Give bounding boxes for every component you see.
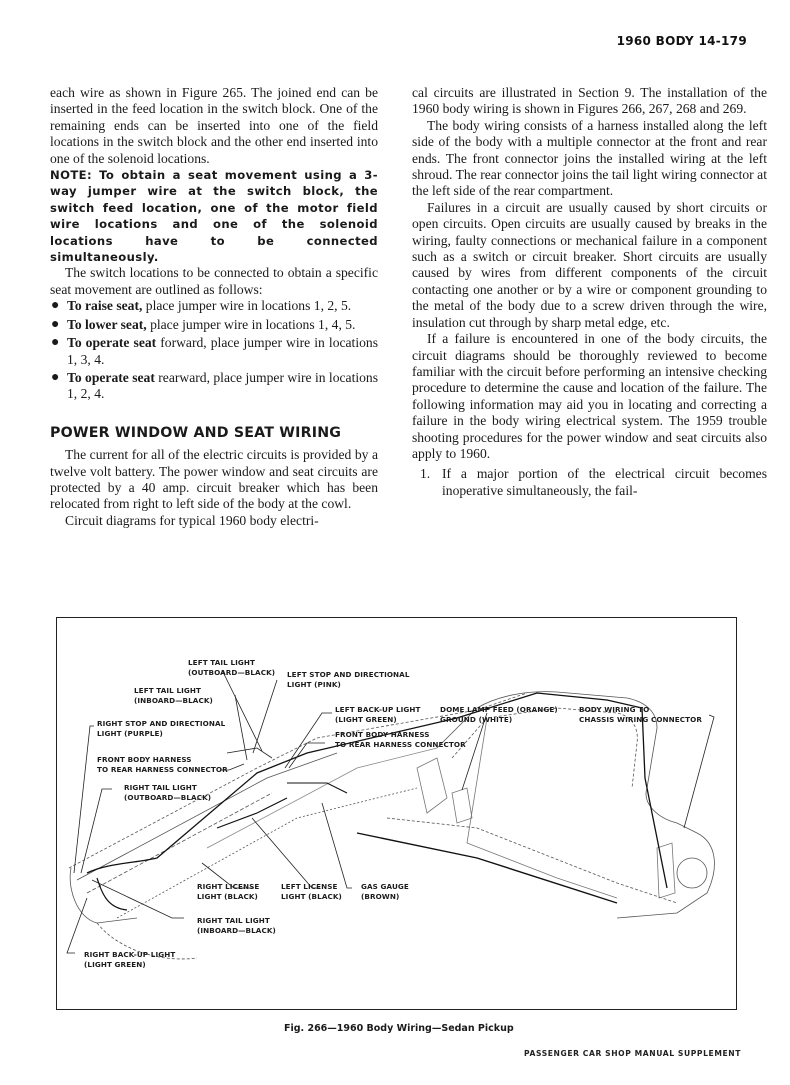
- label-line: FRONT BODY HARNESS: [97, 755, 192, 764]
- list-item-bold: To operate seat: [67, 369, 155, 385]
- label-line: LEFT LICENSE: [281, 882, 338, 891]
- label-right-tail-light-outboard: [124, 783, 211, 803]
- label-line: (LIGHT GREEN): [84, 960, 146, 969]
- list-item-bold: To raise seat,: [67, 298, 143, 314]
- troubleshooting-steps: [412, 466, 767, 499]
- step-text: If a major portion of the electrical circuit becomes inoperative simultaneously, the fail-: [442, 466, 767, 498]
- label-right-stop-directional: [97, 719, 225, 739]
- list-item-text: place jumper wire in locations 1, 2, 5.: [142, 298, 352, 314]
- intro-paragraph: each wire as shown in Figure 265. The joined end can be inserted in the feed location in the switch block. One of the remaining ends can be inserted into one of the field locations in the switch block and the other end inserted into one of the solenoid locations.: [50, 85, 378, 166]
- list-item-seat-forward: [50, 335, 378, 368]
- label-left-stop-directional: [287, 670, 410, 690]
- body-wiring-paragraph: The body wiring consists of a harness installed along the left side of the body with a multiple connector at the front and rear ends. The front connector joins the installed wiring at the left shroud. The rear connector joins the tail light wiring connector at the left side of the rear compartment.: [412, 117, 767, 199]
- label-line: RIGHT TAIL LIGHT: [124, 783, 197, 792]
- bullet-icon: ●: [51, 335, 60, 351]
- label-front-body-harness-upper: [335, 730, 466, 750]
- label-line: LIGHT (PINK): [287, 680, 341, 689]
- seat-movement-list: [50, 298, 378, 402]
- label-line: (BROWN): [361, 892, 400, 901]
- label-body-to-chassis-connector: [579, 705, 702, 725]
- switch-intro-paragraph: The switch locations to be connected to obtain a specific seat movement are outlined as follows:: [50, 265, 378, 297]
- label-line: GROUND (WHITE): [440, 715, 513, 724]
- if-failure-paragraph: If a failure is encountered in one of the body circuits, the circuit diagrams should be thoroughly reviewed to become familiar with the circuit before performing an intensive checking procedure to determine the cause and location of the failure. The following information may aid you in locating and correcting a failure in the body wiring electrical system. The 1959 trouble shooting procedures for the power window and seat circuits also apply to 1960.: [412, 331, 767, 461]
- list-item-raise-seat: [50, 298, 378, 314]
- label-line: (LIGHT GREEN): [335, 715, 397, 724]
- label-line: LIGHT (PURPLE): [97, 729, 163, 738]
- label-line: RIGHT STOP AND DIRECTIONAL: [97, 719, 226, 728]
- label-line: FRONT BODY HARNESS: [335, 730, 430, 739]
- label-left-backup-light: [335, 705, 421, 725]
- label-line: BODY WIRING TO: [579, 705, 650, 714]
- step-item: [412, 466, 767, 499]
- circuit-paragraph-start: Circuit diagrams for typical 1960 body electri-: [65, 512, 319, 528]
- label-line: LEFT TAIL LIGHT: [188, 658, 256, 667]
- circuit-paragraph-end: cal circuits are illustrated in Section 9. The installation of the 1960 body wiring is shown in Figures 266, 267, 268 and 269.: [412, 85, 767, 117]
- list-item-bold: To operate seat: [67, 335, 157, 351]
- step-number: 1.: [420, 466, 431, 482]
- label-left-license-light: [281, 882, 342, 902]
- wiring-diagram-figure: [56, 617, 737, 1010]
- label-line: (INBOARD—BLACK): [197, 926, 276, 935]
- label-line: (OUTBOARD—BLACK): [188, 668, 276, 677]
- label-line: (OUTBOARD—BLACK): [124, 793, 212, 802]
- right-column: [412, 85, 767, 499]
- label-line: TO REAR HARNESS CONNECTOR: [335, 740, 466, 749]
- label-line: LEFT TAIL LIGHT: [134, 686, 202, 695]
- label-gas-gauge: [361, 882, 409, 902]
- list-item-lower-seat: [50, 317, 378, 333]
- label-left-tail-light-inboard: [134, 686, 213, 706]
- failures-paragraph: Failures in a circuit are usually caused by short circuits or open circuits. Open circuits are usually caused by breaks in the wiring, faulty connections or mechanical failure in a component such as a switch or circuit breaker. Short circuits are usually caused by wires from different components of the circuit contacting one another or by a wire or component grounding to the metal of the body due to a screw driven through the wire, insulation cut through by sharp metal edge, etc.: [412, 199, 767, 330]
- figure-caption: Fig. 266—1960 Body Wiring—Sedan Pickup: [284, 1023, 514, 1034]
- page-header: 1960 BODY 14-179: [616, 34, 747, 48]
- label-line: CHASSIS WIRING CONNECTOR: [579, 715, 703, 724]
- page-footer: PASSENGER CAR SHOP MANUAL SUPPLEMENT: [524, 1049, 741, 1058]
- label-front-body-harness-left: [97, 755, 228, 775]
- label-line: LIGHT (BLACK): [281, 892, 342, 901]
- label-line: RIGHT BACK-UP LIGHT: [84, 950, 176, 959]
- bullet-icon: ●: [51, 316, 60, 332]
- label-right-backup-light: [84, 950, 175, 970]
- list-item-bold: To lower seat,: [67, 316, 147, 332]
- bullet-icon: ●: [51, 369, 60, 385]
- label-line: LIGHT (BLACK): [197, 892, 258, 901]
- label-line: (INBOARD—BLACK): [134, 696, 213, 705]
- label-left-tail-light-outboard: [188, 658, 275, 678]
- list-item-seat-rearward: [50, 370, 378, 403]
- list-item-text: place jumper wire in locations 1, 4, 5.: [146, 316, 356, 332]
- list-item-text: rearward, place jumper wire in locations 1, 2, 4.: [67, 369, 379, 402]
- label-dome-lamp-feed: [440, 705, 558, 725]
- label-line: LEFT STOP AND DIRECTIONAL: [287, 670, 410, 679]
- label-line: TO REAR HARNESS CONNECTOR: [97, 765, 228, 774]
- label-right-tail-light-inboard: [197, 916, 276, 936]
- label-line: DOME LAMP FEED (ORANGE): [440, 705, 558, 714]
- bullet-icon: ●: [51, 298, 60, 314]
- seat-movement-note: NOTE: To obtain a seat movement using a 3-way jumper wire at the switch block, the switch feed location, one of the motor field wire locations and one of the solenoid locations have to be connected simultaneously.: [50, 168, 378, 265]
- list-item-text: forward, place jumper wire in locations 1, 3, 4.: [67, 335, 378, 367]
- section-heading: POWER WINDOW AND SEAT WIRING: [50, 424, 342, 441]
- label-line: LEFT BACK-UP LIGHT: [335, 705, 421, 714]
- label-line: GAS GAUGE: [361, 882, 409, 891]
- label-right-license-light: [197, 882, 259, 902]
- power-paragraph: The current for all of the electric circuits is provided by a twelve volt battery. The power window and seat circuits are protected by a 40 amp. circuit breaker which has been relocated from right to left side of the body at the cowl.: [50, 447, 378, 512]
- label-line: RIGHT TAIL LIGHT: [197, 916, 270, 925]
- left-column: [50, 85, 378, 529]
- label-line: RIGHT LICENSE: [197, 882, 260, 891]
